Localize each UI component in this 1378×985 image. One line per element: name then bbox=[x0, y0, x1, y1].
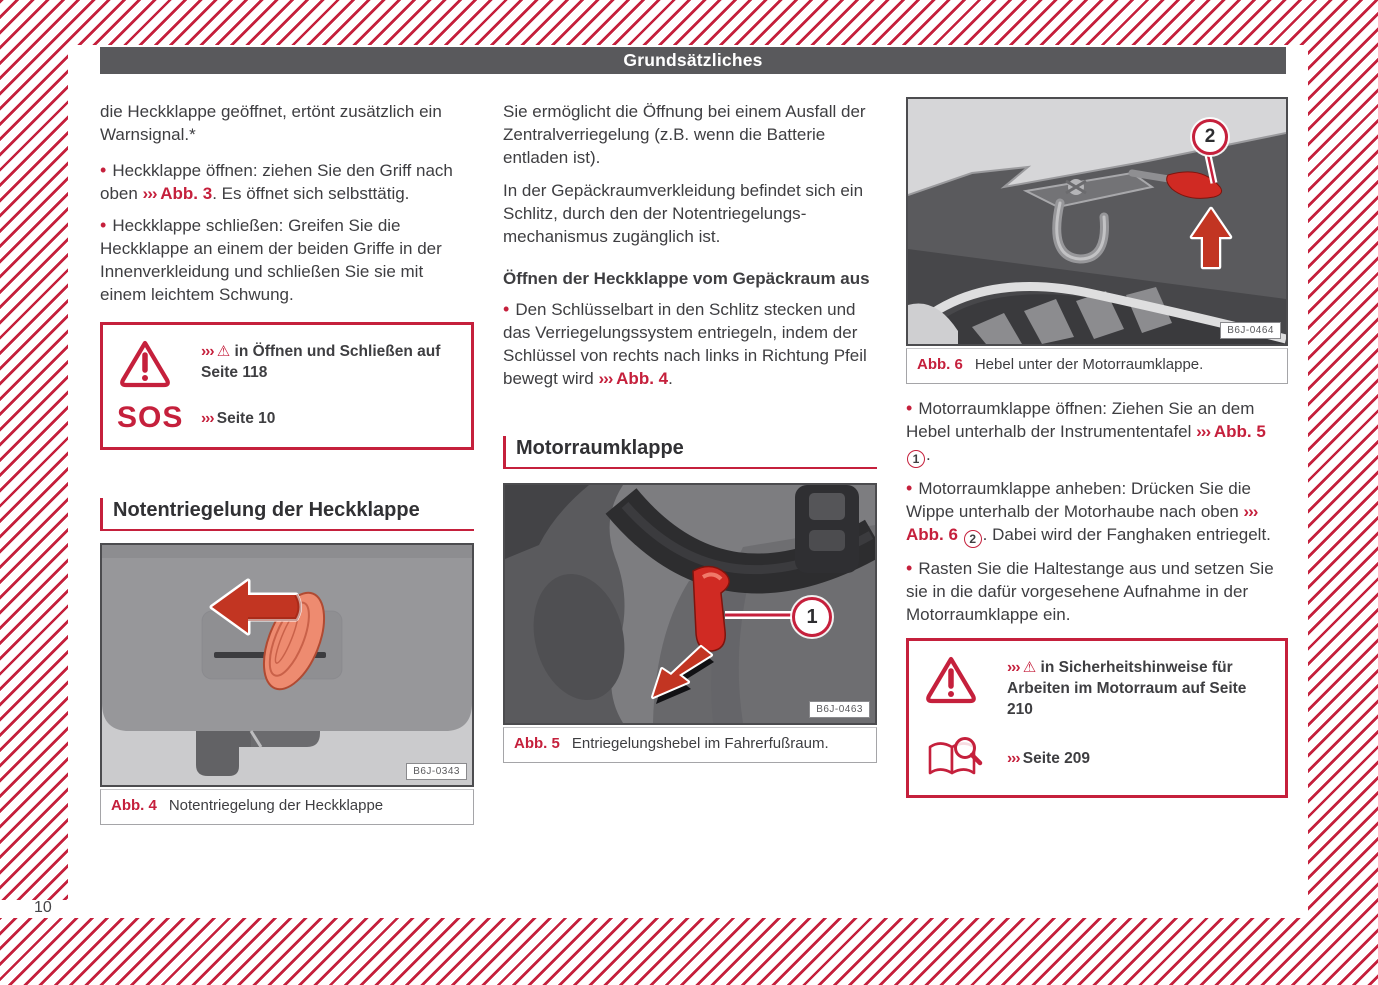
cross-reference: ››› ⚠ in Sicherheitshinweise für Arbeiten im Motorraum auf Seite 210 bbox=[1007, 659, 1247, 718]
figure-abb5-image bbox=[503, 483, 877, 725]
page-number: 10 bbox=[34, 899, 52, 916]
warning-triangle-icon bbox=[923, 654, 1007, 704]
list-item: • Heckklappe schließen: Greifen Sie die Heckklappe an einem der beiden Griffe in der Innenverkleidung und schließen Sie sie mit einem leichtem Schwung. bbox=[100, 215, 442, 304]
warning-row bbox=[923, 654, 1271, 720]
figure-code: B6J-0343 bbox=[406, 763, 467, 780]
figure-code: B6J-0464 bbox=[1220, 322, 1281, 339]
page-title: Grundsätzliches bbox=[623, 50, 763, 70]
figure-abb4-image bbox=[100, 543, 474, 787]
figure-abb5 bbox=[503, 483, 877, 763]
tailgate-emergency-release-illustration bbox=[102, 545, 472, 785]
paragraph: die Heckklappe geöffnet, ertönt zusätzlich ein Warnsignal.* bbox=[100, 102, 442, 144]
figure-caption-text: Notentriegelung der Heckklappe bbox=[168, 797, 384, 814]
cross-reference: ››› Seite 209 bbox=[1007, 749, 1091, 767]
figure-abb4-caption bbox=[100, 789, 474, 825]
warning-box bbox=[100, 322, 474, 450]
cross-reference: ››› Seite 10 bbox=[201, 409, 276, 427]
callout-1: 1 bbox=[792, 597, 832, 637]
bullet-list bbox=[100, 159, 474, 306]
figure-code: B6J-0463 bbox=[809, 701, 870, 718]
bullet-list bbox=[503, 298, 877, 390]
cross-reference: ››› ⚠ in Öffnen und Schließen auf Seite 118 bbox=[201, 343, 441, 381]
list-item: • Motorraumklappe anheben: Drücken Sie die Wippe unterhalb der Motorhaube nach oben ››› Abb. 6 2 . Dabei wird der Fanghaken entriegelt. bbox=[906, 478, 1271, 546]
list-item: • Den Schlüsselbart in den Schlitz stecken und das Verriegelungssystem entriegeln, indem der Schlüssel von rechts nach links in Richtung Pfeil bewegt wird ››› Abb. 4. bbox=[503, 299, 867, 388]
figure-abb4 bbox=[100, 543, 474, 825]
warning-row bbox=[117, 338, 457, 388]
warning-row bbox=[923, 735, 1271, 781]
bullet-list bbox=[906, 397, 1288, 626]
column-right bbox=[906, 97, 1288, 798]
figure-abb6-caption bbox=[906, 348, 1288, 384]
figure-abb6 bbox=[906, 97, 1288, 384]
warning-row bbox=[117, 403, 457, 433]
warning-box bbox=[906, 638, 1288, 798]
page-header-bar bbox=[100, 47, 1286, 74]
section-heading: Motorraumklappe bbox=[503, 436, 877, 469]
warning-triangle-icon bbox=[117, 338, 201, 388]
callout-2: 2 bbox=[1192, 119, 1228, 155]
figure-caption-text: Hebel unter der Motorraumklappe. bbox=[974, 356, 1204, 373]
list-item: • Motorraumklappe öffnen: Ziehen Sie an dem Hebel unterhalb der Instrumententafel ››› Abb. 5 1 . bbox=[906, 398, 1266, 466]
hood-catch-lever-illustration bbox=[908, 99, 1286, 344]
list-item: • Rasten Sie die Haltestange aus und setzen Sie sie in die dafür vorgesehene Aufnahme in der Motorraumklappe ein. bbox=[906, 558, 1274, 624]
section-heading: Notentriegelung der Heckklappe bbox=[100, 498, 474, 531]
figure-label: Abb. 4 bbox=[111, 797, 157, 814]
figure-abb6-image bbox=[906, 97, 1288, 346]
sos-label: SOS bbox=[117, 401, 184, 434]
paragraph: Sie ermöglicht die Öffnung bei einem Ausfall der Zentralverriegelung (z.B. wenn die Batterie entladen ist). bbox=[503, 102, 866, 167]
figure-label: Abb. 5 bbox=[514, 735, 560, 752]
figure-abb5-caption bbox=[503, 727, 877, 763]
paragraph: In der Gepäckraumverkleidung befindet sich ein Schlitz, durch den der Notentriegelungsmechanismus zugänglich ist. bbox=[503, 181, 864, 246]
book-search-icon bbox=[923, 735, 1007, 781]
column-left bbox=[100, 100, 474, 825]
figure-caption-text: Entriegelungshebel im Fahrerfußraum. bbox=[571, 735, 829, 752]
list-item: • Heckklappe öffnen: ziehen Sie den Griff nach oben ››› Abb. 3. Es öffnet sich selbsttätig. bbox=[100, 160, 453, 203]
subsection-heading: Öffnen der Heckklappe vom Gepäckraum aus bbox=[503, 269, 870, 288]
column-middle bbox=[503, 100, 877, 763]
figure-label: Abb. 6 bbox=[917, 356, 963, 373]
